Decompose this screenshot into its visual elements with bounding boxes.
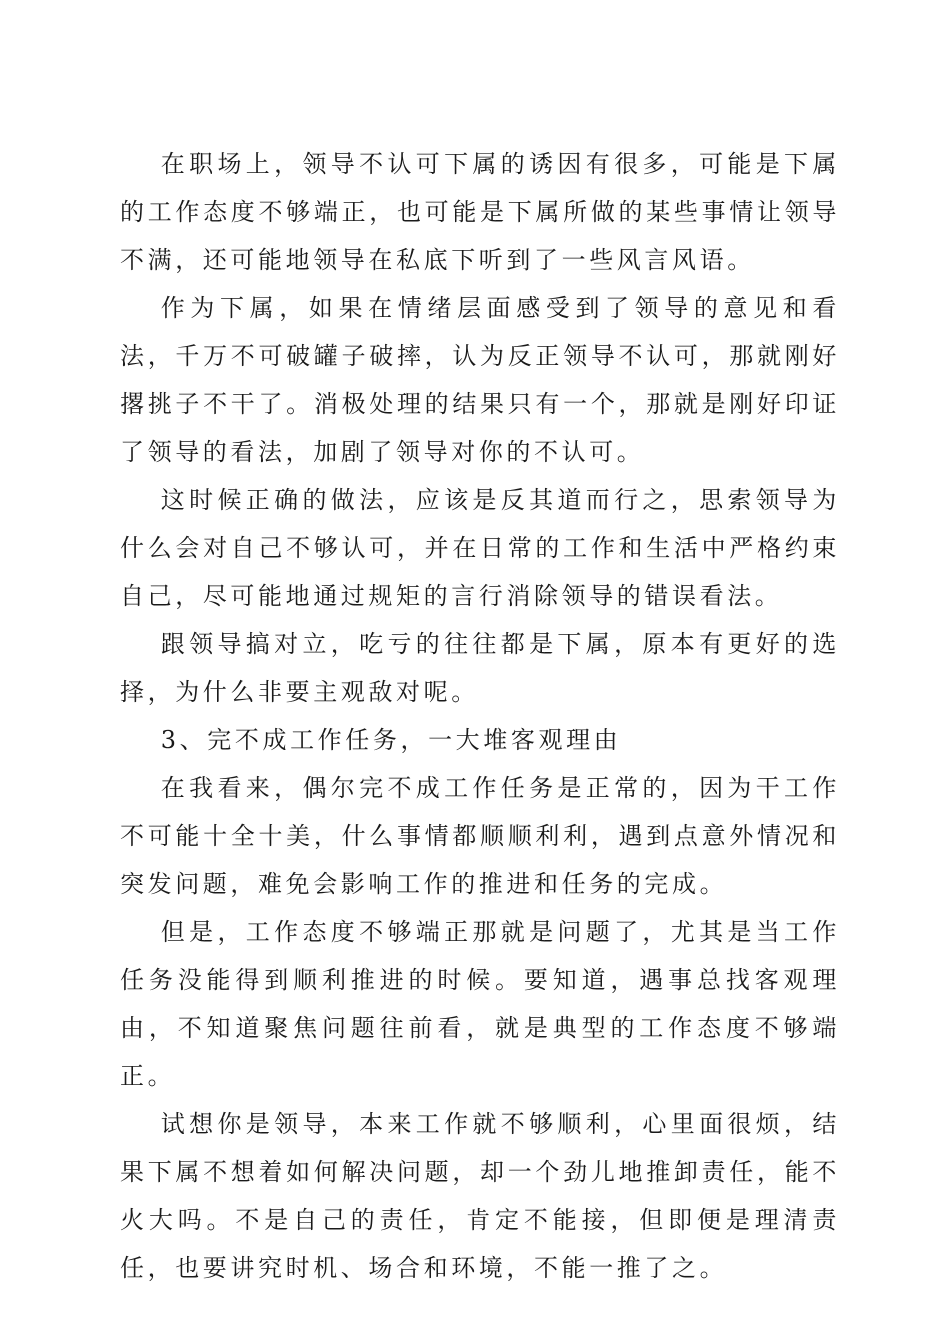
paragraph-3: 这时候正确的做法，应该是反其道而行之，思索领导为什么会对自己不够认可，并在日常的工作和生活中严格约束自己，尽可能地通过规矩的言行消除领导的错误看法。 [120, 486, 840, 610]
paragraph-6: 但是，工作态度不够端正那就是问题了，尤其是当工作任务没能得到顺利推进的时候。要知道，遇事总找客观理由，不知道聚焦问题往前看，就是典型的工作态度不够端正。 [120, 918, 840, 1090]
section-heading-3: 3、完不成工作任务，一大堆客观理由 [160, 726, 622, 754]
paragraph-5: 在我看来，偶尔完不成工作任务是正常的，因为干工作不可能十全十美，什么事情都顺顺利利，遇到点意外情况和突发问题，难免会影响工作的推进和任务的完成。 [120, 774, 840, 898]
paragraph-7: 试想你是领导，本来工作就不够顺利，心里面很烦，结果下属不想着如何解决问题，却一个劲儿地推卸责任，能不火大吗。不是自己的责任，肯定不能接，但即便是理清责任，也要讲究时机、场合和环境，不能一推了之。 [120, 1110, 840, 1282]
article-body [120, 140, 840, 1292]
paragraph-4: 跟领导搞对立，吃亏的往往都是下属，原本有更好的选择，为什么非要主观敌对呢。 [120, 630, 840, 706]
paragraph-1: 在职场上，领导不认可下属的诱因有很多，可能是下属的工作态度不够端正，也可能是下属所做的某些事情让领导不满，还可能地领导在私底下听到了一些风言风语。 [120, 150, 840, 274]
paragraph-2: 作为下属，如果在情绪层面感受到了领导的意见和看法，千万不可破罐子破摔，认为反正领导不认可，那就刚好撂挑子不干了。消极处理的结果只有一个，那就是刚好印证了领导的看法，加剧了领导对你的不认可。 [120, 294, 840, 466]
